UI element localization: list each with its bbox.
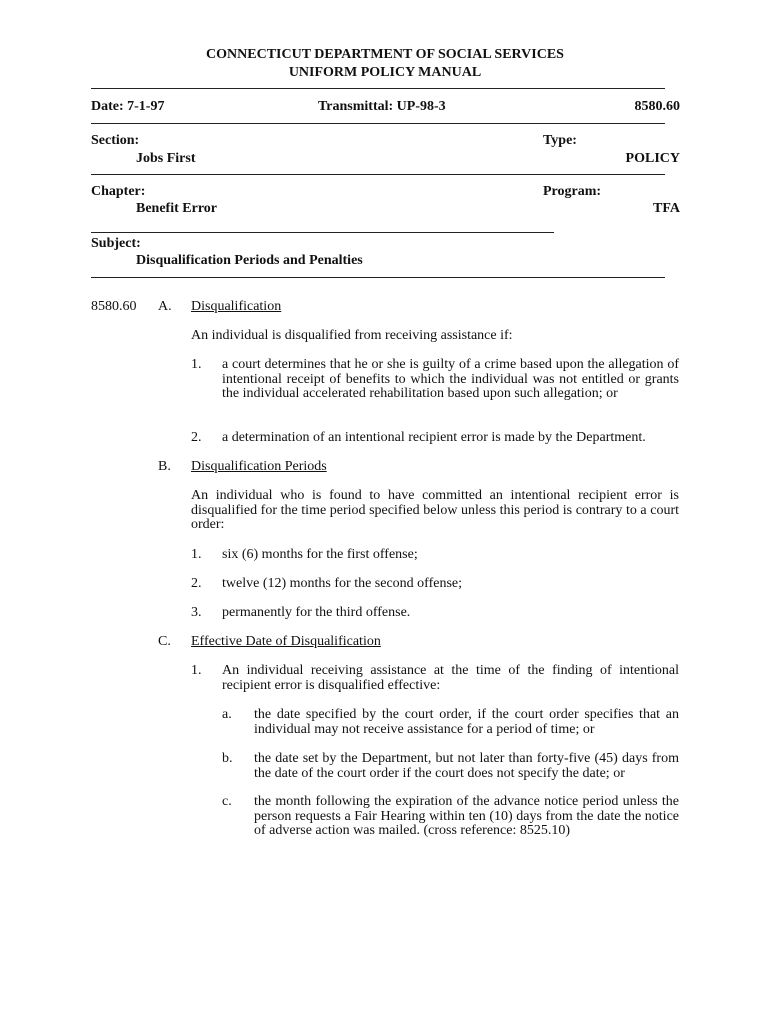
type-label: Type: [543,133,577,148]
divider [91,277,665,278]
divider [91,123,665,124]
list-item: six (6) months for the first offense; [222,547,418,562]
list-item: An individual receiving assistance at the time of the finding of intentional recipient error is disqualified effective: [222,663,679,693]
list-item: twelve (12) months for the second offense; [222,576,463,591]
section-a-letter: A. [158,299,172,314]
sublist-item: the date specified by the court order, if the court order specifies that an individual may not receive assistance for a period of time; or [254,707,679,737]
divider [91,88,665,89]
divider [91,174,665,175]
section-label: Section: [91,133,140,148]
transmittal-field: Transmittal: UP-98-3 [318,99,446,114]
list-number: 2. [191,430,202,445]
list-number: 1. [191,663,202,678]
section-b-intro: An individual who is found to have committed an intentional recipient error is disqualified for the time period specified below unless this period is contrary to a court order: [191,488,679,532]
sublist-letter: b. [222,751,233,766]
program-label: Program: [543,184,602,199]
section-value: Jobs First [136,151,196,166]
chapter-label: Chapter: [91,184,146,199]
subject-value: Disqualification Periods and Penalties [136,253,363,268]
section-a-intro: An individual is disqualified from receiving assistance if: [191,328,513,343]
list-item: a determination of an intentional recipient error is made by the Department. [222,430,646,445]
section-b-letter: B. [158,459,171,474]
section-c-letter: C. [158,634,171,649]
list-number: 1. [191,357,202,372]
section-a-title: Disqualification [191,299,282,314]
sublist-item: the date set by the Department, but not later than forty-five (45) days from the date of the court order if the court does not specify the date; or [254,751,679,781]
type-value: POLICY [625,151,680,166]
sublist-letter: c. [222,794,232,809]
department-title: CONNECTICUT DEPARTMENT OF SOCIAL SERVICES [206,47,564,62]
program-value: TFA [653,201,680,216]
list-item: a court determines that he or she is guilty of a crime based upon the allegation of intentional receipt of benefits to which the individual was not entitled or grants the individual accelerated rehabilitation based upon such allegation; or [222,357,679,401]
section-c-title: Effective Date of Disqualification [191,634,381,649]
divider [91,232,554,233]
list-item: permanently for the third offense. [222,605,411,620]
manual-title: UNIFORM POLICY MANUAL [288,65,482,80]
chapter-value: Benefit Error [136,201,217,216]
list-number: 2. [191,576,202,591]
date-field: Date: 7-1-97 [91,99,165,114]
sublist-letter: a. [222,707,232,722]
subject-label: Subject: [91,236,141,251]
policy-number: 8580.60 [634,99,680,114]
list-number: 1. [191,547,202,562]
section-number: 8580.60 [91,299,137,314]
list-number: 3. [191,605,202,620]
sublist-item: the month following the expiration of the advance notice period unless the person requests a Fair Hearing within ten (10) days from the date the notice of adverse action was mailed. (cross reference: 8525.10) [254,794,679,838]
section-b-title: Disqualification Periods [191,459,327,474]
